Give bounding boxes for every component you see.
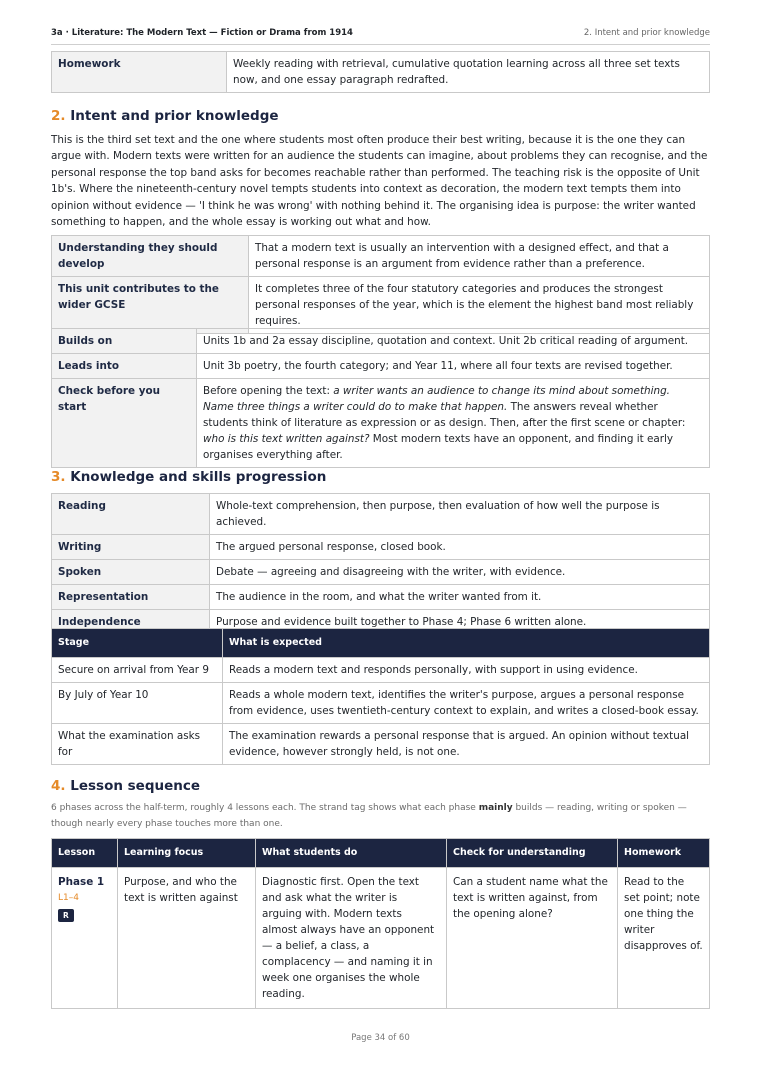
row-label: Representation [52,585,210,610]
row-label: Spoken [52,560,210,585]
phase-label: Phase 1 [58,876,105,888]
check-text-pre: Before opening the text: [203,385,334,397]
table-row [52,329,710,354]
running-head-title: 3a · Literature: The Modern Text — Fiction or Drama from 1914 [51,28,353,38]
section-title: Intent and prior knowledge [70,108,279,124]
row-label: Understanding they should develop [52,236,249,277]
table-row [52,560,710,585]
page-number: Page 34 of 60 [351,1033,410,1043]
section-number: 3. [51,469,66,485]
row-value: Unit 3b poetry, the fourth category; and Year 11, where all four texts are revised together. [197,354,710,379]
homework-table [51,51,710,93]
table-row [52,585,710,610]
table-row [52,494,710,535]
row-label: Independence [52,610,210,635]
expected-cell: Reads a modern text and responds personally, with support in using evidence. [223,658,710,683]
table-row [52,379,710,468]
lesson-cell [52,868,118,1009]
column-header: Learning focus [118,839,256,868]
lesson-range: L1–4 [58,893,79,903]
check-text-post: Most modern texts have an opponent, and finding it early organises everything after. [203,433,674,461]
table-row [52,535,710,560]
lesson-sequence-note [51,800,710,832]
column-header: Homework [618,839,710,868]
column-header: What students do [256,839,447,868]
check-text-mid: The answers reveal whether students think of literature as expression or as design. Then, after the first scene or chapter: [203,401,686,429]
table-row [52,683,710,724]
lesson-note-block [51,800,710,832]
table-row [52,354,710,379]
table-row [52,724,710,765]
column-header: Lesson [52,839,118,868]
expected-cell: Reads a whole modern text, identifies the writer's purpose, argues a personal response from evidence, uses twentieth-century context to explain, and writes a closed-book essay. [223,683,710,724]
row-value: Units 1b and 2a essay discipline, quotation and context. Unit 2b critical reading of argument. [197,329,710,354]
expected-cell: The examination rewards a personal response that is argued. An opinion without textual evidence, however strongly held, is not one. [223,724,710,765]
check-question-2: who is this text written against? [203,433,370,445]
understanding-table [51,235,710,334]
row-value: The audience in the room, and what the writer wanted from it. [210,585,710,610]
lesson-table [51,838,710,1009]
strands-table [51,493,710,635]
note-emphasis: mainly [478,803,513,813]
homework-cell: Read to the set point; note one thing the writer disapproves of. [618,868,710,1009]
homework-label: Homework [52,52,227,93]
column-header: Check for understanding [447,839,618,868]
running-head-section: 2. Intent and prior knowledge [583,28,710,38]
stage-cell: By July of Year 10 [52,683,223,724]
section-number: 2. [51,108,66,124]
stage-cell: What the examination asks for [52,724,223,765]
stage-table [51,628,710,765]
section-2 [51,107,710,125]
table-header-row [52,629,710,658]
section-heading [51,107,710,125]
header-rule [51,44,710,45]
row-label: Reading [52,494,210,535]
row-label: This unit contributes to the wider GCSE [52,277,249,334]
activity-cell: Diagnostic first. Open the text and ask what the writer is arguing with. Modern texts almost always have an opponent — a belief, a class, a complacency — and naming it in week one organises the whole reading. [256,868,447,1009]
row-value: Whole-text comprehension, then purpose, then evaluation of how well the purpose is achieved. [210,494,710,535]
note-text: 6 phases across the half-term, roughly 4 lessons each. The strand tag shows what each phase [51,803,479,813]
strand-tag: R [58,909,74,922]
section-heading [51,468,710,486]
table-header-row [52,839,710,868]
homework-value: Weekly reading with retrieval, cumulative quotation learning across all three set texts now, and one essay paragraph redrafted. [227,52,710,93]
section-heading [51,777,710,795]
row-label: Check before you start [52,379,197,468]
row-value: The argued personal response, closed book. [210,535,710,560]
check-question-1: a writer wants an audience to change its mind about something. Name three things a writer could do to make that happen. [203,385,670,413]
section-number: 4. [51,778,66,794]
row-value: That a modern text is usually an intervention with a designed effect, and that a personal response is an argument from evidence rather than a preference. [249,236,710,277]
column-header: What is expected [223,629,710,658]
row-value [197,379,710,468]
stage-cell: Secure on arrival from Year 9 [52,658,223,683]
links-table [51,328,710,468]
row-label: Builds on [52,329,197,354]
section-title: Lesson sequence [70,778,201,794]
table-row [52,277,710,334]
column-header: Stage [52,629,223,658]
row-label: Leads into [52,354,197,379]
check-cell: Can a student name what the text is written against, from the opening alone? [447,868,618,1009]
running-head [51,28,710,38]
row-value: It completes three of the four statutory categories and produces the strongest personal responses of the year, which is the element the highest band most reliably requires. [249,277,710,334]
table-row [52,52,710,93]
note-text: builds — reading, writing or spoken — though nearly every phase touches more than one. [51,803,687,829]
row-label: Writing [52,535,210,560]
row-value: Purpose and evidence built together to Phase 4; Phase 6 written alone. [210,610,710,635]
intent-paragraph: This is the third set text and the one where students most often produce their best writing, because it is the one they can argue with. Modern texts were written for an audience the students can imagine, about problems they can recognise, and the personal response the top band asks for becomes reachable rather than performed. The teaching risk is the opposite of Unit 1b's. Where the nineteenth-century novel tempts students into context as decoration, the modern text tempts them into opinion without evidence — 'I think he was wrong' with nothing behind it. The organising idea is purpose: the writer wanted something to happen, and the whole essay is working out what and how. [51,134,708,229]
table-row [52,236,710,277]
section-4 [51,777,710,795]
focus-cell: Purpose, and who the text is written against [118,868,256,1009]
intent-paragraph-block [51,132,710,230]
row-value: Debate — agreeing and disagreeing with the writer, with evidence. [210,560,710,585]
table-row [52,658,710,683]
table-row [52,868,710,1009]
section-3 [51,468,710,486]
section-title: Knowledge and skills progression [70,469,327,485]
